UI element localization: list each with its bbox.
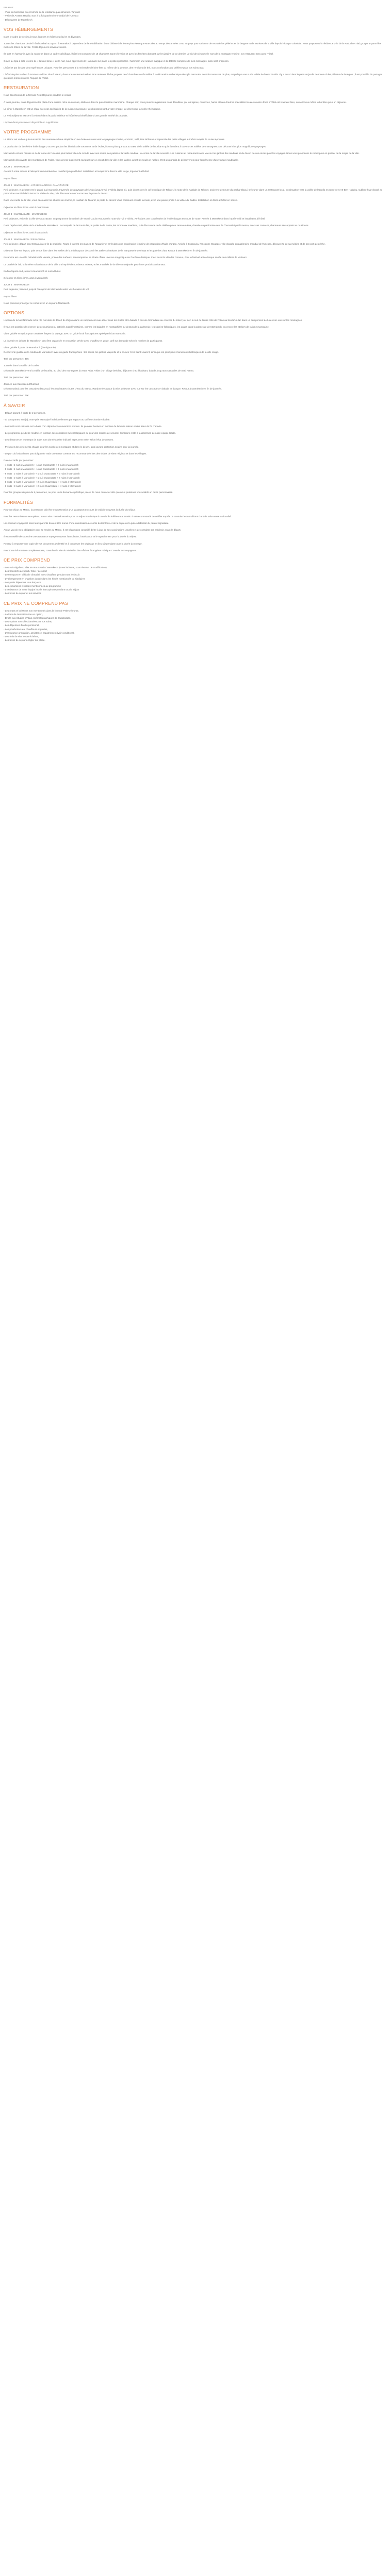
formalites-paragraph: Il est conseillé de souscrire une assurance voyage couvrant l'annulation, l'assistance et le rapatriement pour la durée du séjour. bbox=[4, 535, 137, 538]
restauration-section bbox=[4, 85, 387, 124]
formalites-paragraph: Pour un séjour au Maroc, la personne doit être en possession d'un passeport en cours de validité couvrant la durée du séjour. bbox=[4, 508, 136, 511]
day-meals: Déjeuner et dîner libres. Nuit à Marrakech. bbox=[4, 231, 48, 234]
day-paragraph: En fin d'après-midi, retour à Marrakech et nuit à l'hôtel. bbox=[4, 269, 61, 273]
hebergements-title: VOS HÉBERGEMENTS bbox=[4, 26, 53, 32]
list-item: - Les frais de visa le cas échéant, bbox=[4, 635, 39, 638]
intro-bullets bbox=[4, 10, 387, 22]
prix-comprend-list bbox=[4, 566, 387, 596]
restauration-paragraph: Le dîner à Marrakech est un régal avec nos spécialités de la cuisine marocaine. Les boissons sont à votre charge. Le dîner pour la soirée thématique. bbox=[4, 107, 161, 110]
savoir-item: - Départ garanti à partir de 2 personnes. bbox=[4, 411, 46, 414]
day-paragraph: Petit déjeuner, transfert jusqu'à l'aéroport de Marrakech selon vos horaires de vol. bbox=[4, 288, 90, 291]
day-paragraph: Accueil à votre arrivée à l'aéroport de Marrakech et transfert jusqu'à l'hôtel. Installation et temps libre dans la ville rouge, logement à l'hôtel. bbox=[4, 170, 150, 173]
list-item: - L'assistance de notre équipe locale francophone pendant tout le séjour bbox=[4, 588, 79, 591]
hebergements-section bbox=[4, 27, 387, 80]
prix-pas-section bbox=[4, 601, 387, 642]
day-paragraph: Essaouira est une ville balnéaire très ventée, prisée des surfeurs, son rempart et sa Skala offrent une vue magnifique sur l'océan Atlantique. C'est aussi la ville des Gnaoua, dont le festival attire chaque année des milliers de visiteurs. bbox=[4, 256, 248, 259]
restauration-note: L'option demi-pension est disponible en supplément. bbox=[4, 121, 59, 124]
options-title: OPTIONS bbox=[4, 310, 25, 315]
price-row: - 8 nuits : 2 nuits à Marrakech + 2 nuits Ouarzazate + 4 nuits à Marrakech bbox=[4, 481, 81, 484]
price-row: - 6 nuits : 2 nuits à Marrakech + 1 nuit Ouarzazate + 3 nuits à Marrakech bbox=[4, 472, 80, 475]
option-paragraph: Découverte guidée de la médina de Marrakech avec un guide francophone : les souks, les jardins Majorelle et le musée Yves Saint Laurent, ainsi que les principaux monuments historiques de la ville rouge. bbox=[4, 350, 219, 353]
options-paragraph: Visite guidée en option pour certaines étapes du voyage, avec un guide local francophone agréé par l'État marocain. bbox=[4, 332, 126, 335]
hebergements-paragraph: L'hôtel de plus tard est à Aït-Ben Haddou. Placé Mauro, dans une ancienne kasbah. Nos maisons d'hôte propose neuf chambres confortables à la décoration authentique de style marocain. Les toits terrasses de plus, magnifique vue sur la vallée de l'oued Ounila. Il y a aussi dans le patio un jardin de roses où les pélerins de la région ; il est possible de partager quelques moments avec l'équipe de l'hôtel. bbox=[4, 73, 382, 80]
day-1 bbox=[4, 165, 387, 180]
programme-closing: Nous pouvons prolonger ce circuit avec un séjour à Marrakech. bbox=[4, 301, 70, 304]
list-item: - Les transferts aéroport / hôtel / aéroport bbox=[4, 570, 47, 573]
intro-bullet: - Découverte de Marrakech bbox=[4, 18, 32, 21]
day-meals: Déjeuner et dîner libres. Nuit à Ouarzazate. bbox=[4, 206, 50, 209]
price-row: - 7 nuits : 2 nuits à Marrakech + 1 nuit Ouarzazate + 4 nuits à Marrakech bbox=[4, 476, 80, 479]
list-item: - Les vols réguliers, aller et retour Paris / Marrakech (taxes incluses, sous réserve de modification) bbox=[4, 566, 107, 569]
intro-bullet: - Vivre en harmonie avec l'armée de la résistance palestinienne. Tarjouet bbox=[4, 11, 80, 14]
day-paragraph: La qualité de l'air, la lumière et l'ambiance de la ville ont inspiré de nombreux artistes, et les marchés de la ville sont réputés pour leurs produits artisanaux. bbox=[4, 263, 166, 266]
programme-intro-paragraph: La production de la célèbre huile d'argan, tout en gardant les bienfaits de nos terres et de l'Atlas, ils sont plus que tout au cœur de la vallée de l'Ourika et qui s'étendent à travers ces vallées de montagnes pour découvrir les plus magnifiques paysages. bbox=[4, 145, 267, 148]
savoir-section bbox=[4, 403, 387, 495]
restauration-paragraph: Le Petit-Déjeuner est servi à volonté dans le patio intérieur et l'hôtel sera bénéficiaire d'une grande variété de produits. bbox=[4, 114, 128, 117]
list-item: - Les repas et boissons non mentionnés dans la formule Petit-Déjeuner, bbox=[4, 609, 79, 612]
options-paragraph: La journée en dehors de Marrakech peut être organisée en excursion privée avec chauffeur et guide, tarif sur demande selon le nombre de participants. bbox=[4, 339, 163, 342]
day-meals: Déjeuner et dîner libres. Nuit à Marrakech. bbox=[4, 276, 48, 279]
intro-bullet: - Visite de Aït Ben Haddou tout à la fois patrimoine mondial de l'Unesco bbox=[4, 14, 79, 18]
list-item: - Les pourboires aux chauffeurs et guides, bbox=[4, 628, 48, 631]
list-item: - Le transport en véhicule climatisé avec chauffeur pendant tout le circuit bbox=[4, 573, 80, 577]
restauration-title: RESTAURATION bbox=[4, 85, 39, 91]
programme-section bbox=[4, 129, 387, 304]
options-section bbox=[4, 310, 387, 398]
intro-title: EN AIME bbox=[4, 6, 13, 9]
savoir-item: - Les tarifs sont calculés sur la base d'un départ entre novembre et mars. Ils peuvent évoluer en fonction de la haute saison et des fêtes de fin d'année. bbox=[4, 425, 162, 428]
list-item: - Les taxes de séjour à régler sur place. bbox=[4, 639, 45, 642]
day-paragraph: Petit déjeuner, départ pour Essaouira en fin de matinée. Route à travers les plaines de l'arganier et arrêt dans une coopérative féminine de production d'huile d'argan. Arrivée à Essaouira, l'ancienne Mogador, ville classée au patrimoine mondial de l'Unesco, découverte de sa médina et de son port de pêche. bbox=[4, 242, 325, 245]
day-2 bbox=[4, 183, 387, 209]
day-5 bbox=[4, 283, 387, 298]
formalites-paragraph: Aucun vaccin n'est obligatoire pour se rendre au Maroc. Il est néanmoins conseillé d'être à jour de ses vaccinations usuelles et de consulter son médecin avant le départ. bbox=[4, 529, 181, 532]
savoir-item: - Les distances et les temps de trajet sont donnés à titre indicatif et peuvent varier selon l'état des routes. bbox=[4, 438, 114, 442]
list-item: - Les taxes de séjour et les services bbox=[4, 592, 42, 595]
option-subtitle: Journée aux Cascades d'Ouzoud bbox=[4, 382, 39, 385]
restauration-paragraph: À la mi-journée, nous dégustons les plats d'une cuisine riche en saveurs, élaborée dans le pure tradition marocaine. Chaque soir, nous pouvons également nous désaltérer par les tajines, couscous, harira et bien d'autres spécialités locales à notre dîner. L'hôtel est vraiment bien, ou se trouve même le berbère pour un déjeuner. bbox=[4, 100, 347, 104]
list-item: - Les petits déjeuners tous les jours bbox=[4, 581, 41, 584]
price-row: - 9 nuits : 3 nuits à Marrakech + 2 nuits Ouarzazate + 4 nuits à Marrakech bbox=[4, 485, 81, 488]
document bbox=[4, 6, 387, 642]
programme-intro-paragraph: Marrakech est une histoire et de la forme de l'une des plus belles villes du monde avec ses souks, ses palais et la vieille médina - le centre de la ville nouvelle. Les cuisines et restaurants avec vue sur les jardins des médinas et du désert de vos envies pour les voyages. Nous vous proposons le circuit pour en profiter de la magie de la ville. bbox=[4, 151, 360, 155]
formalites-paragraph: Pensez à emporter une copie de vos documents d'identité et à conserver les originaux en lieu sûr pendant toute la durée du voyage. bbox=[4, 542, 143, 545]
option-subtitle: Journée dans la vallée de l'Ourika bbox=[4, 364, 40, 367]
list-item: - Les dépenses d'ordre personnel, bbox=[4, 624, 40, 627]
price-row: - 5 nuits : 1 nuit à Marrakech + 1 nuit Ouarzazate + 3 nuits à Marrakech bbox=[4, 468, 79, 471]
option-price: Tarif par personne : 45€ bbox=[4, 358, 29, 361]
price-list-title: Dates et tarifs par personne : bbox=[4, 459, 35, 462]
formalites-paragraph: Pour toute information complémentaire, consultez le site du Ministère des Affaires étrangères rubrique Conseils aux voyageurs. bbox=[4, 549, 137, 552]
day-title: JOUR 5 : MARRAKECH bbox=[4, 283, 29, 286]
intro-section bbox=[4, 6, 387, 22]
hebergements-paragraph: Grâce au Spa à coté le nom de « la lune bleue » de la nuit, nous apprécions le Hammam sur place les pistes possibles : hammam une séance magique et la détente complète de mes massages, ainsi sont proposés. bbox=[4, 59, 229, 62]
options-paragraph: Il vous est possible de réserver des excursions ou activités supplémentaires, comme les balades en montgolfière au-dessus de la palmeraie, les soirées folkloriques, les quads dans la palmeraie de Marrakech, ou encore les ateliers de cuisine marocaine. bbox=[4, 326, 270, 329]
programme-intro-paragraph: Marrakech découverte des montagnes de l'Atlas, vous devrez également naviguer sur ce circuit dans la ville et les jardins, avant les souks et ruelles. C'est un paradis de découvertes pour l'expérience d'un voyage inoubliable. bbox=[4, 159, 239, 162]
savoir-item: - Si vous partez seul(e), votre prix est majoré individuellement par rapport au tarif en chambre double. bbox=[4, 418, 110, 421]
prix-pas-title: CE PRIX NE COMPREND PAS bbox=[4, 600, 68, 606]
savoir-item: - Le port du foulard n'est pas obligatoire mais une tenue correcte est recommandée lors des visites de sites religieux et dans les villages. bbox=[4, 452, 147, 455]
formalites-section bbox=[4, 500, 387, 552]
day-paragraph: Petit déjeuner, et départ vers le grand sud marocain, traversée des paysages de l'Atlas jusqu'à Tizi n'Tichka (2260 m), puis départ vers le col historique de Telouet, la route de la Kasbah de Telouet, ancienne demeure du pacha Glaoui. Déjeuner dans un restaurant local. Continuation vers la vallée de l'Ounila en route vers Aït-Ben Haddou, sublime ksar classé au patrimoine mondial de l'UNESCO. Visite du site, puis découverte de Ouarzazate, la porte du désert. bbox=[4, 189, 383, 195]
day-title: JOUR 1 : MARRAKECH bbox=[4, 165, 29, 168]
restauration-paragraph: Nous bénéficions de la formule Petit-Déjeuner pendant le circuit. bbox=[4, 94, 71, 97]
formalites-paragraph: Pour les ressortissants européens, aucun visa n'est nécessaire pour un séjour touristique d'une durée inférieure à 3 mois. Il est recommandé de vérifier auprès du consulat les conditions d'entrée selon votre nationalité. bbox=[4, 515, 232, 518]
list-item: - Droits aux Studios d'Atlas cinématographiques de Ouarzazate, bbox=[4, 617, 71, 620]
prix-comprend-section bbox=[4, 557, 387, 596]
hebergements-paragraph: Toutes les chambres de de l'hôtel Kasbah & Spa 4* à Marrakech dépendent de la réhabilitation d'une bâtisse à la ferme plus vieux que Mars dès au temps des années 1910 au pays pour sa forme de recevoir les pèlerins et de bergers et de touristes de la ville depuis l'époque coloniale. Nous proposons la résidence 2*/3 de la Kasbah et riad groupe 3* parmi les meilleurs hôtels de la ville. Petits déjeuners servis à volonté. bbox=[4, 42, 381, 49]
day-meals: Repas libres bbox=[4, 295, 17, 298]
prix-pas-list bbox=[4, 609, 387, 642]
list-item: - Les options non sélectionnées par vos soins, bbox=[4, 620, 53, 623]
option-price: Tarif par personne : 65€ bbox=[4, 376, 29, 379]
list-item: - Les excursions et visites mentionnées au programme bbox=[4, 585, 61, 588]
day-title: JOUR 3 : OUARZAZATE - MARRAKECH bbox=[4, 212, 47, 215]
options-paragraph: L'option de la Nuit Nomade inclut : la nuit dans le désert de Zagora dans un campement avec dîner sous les étoiles et la balade à dos de dromadaire au coucher du soleil ; ou bien la nuit de l'autre côté de l'Atlas au bord d'un lac dans un campement de luxe avec vue sur les montagnes. bbox=[4, 318, 303, 321]
day-paragraph: Petit déjeuner, visite de la ville de Ouarzazate, au programme la Kasbah de Taourirt, puis retour par la route du Tizi n'Tichka. Arrêt dans une coopérative de l'huile d'argan en cours de route. Arrivée à Marrakech dans l'après-midi et installation à l'hôtel. bbox=[4, 217, 266, 221]
option-paragraph: Départ matinal pour les cascades d'Ouzoud, les plus hautes chutes d'eau du Maroc. Randonnée autour du site, déjeuner avec vue sur les cascades et balade en barque. Retour à Marrakech en fin de journée. bbox=[4, 387, 222, 391]
option-price: Tarif par personne : 75€ bbox=[4, 394, 29, 397]
savoir-item: - Le programme peut être modifié en fonction des conditions météorologiques ou pour des raisons de sécurité, l'itinéraire reste à la discrétion de notre équipe locale. bbox=[4, 432, 176, 435]
list-item: - La formule Demi-Pension en option, bbox=[4, 613, 43, 616]
hebergements-paragraph: Dans le cadre de ce circuit nous logeons en hôtels ou riad et en bivouacs. bbox=[4, 35, 82, 38]
price-row: - 4 nuits : 1 nuit à Marrakech + 1 nuit Ouarzazate + 2 nuits à Marrakech bbox=[4, 464, 79, 467]
list-item: - L'hébergement en chambre double dans les hôtels mentionnés ou similaires bbox=[4, 577, 85, 580]
savoir-item: - Prévoyez des vêtements chauds pour les soirées en montagne et dans le désert, ainsi qu'une protection solaire pour la journée. bbox=[4, 445, 139, 448]
day-4 bbox=[4, 238, 387, 280]
day-paragraph: Déjeuner libre sur le port, puis temps libre dans les ruelles de la médina pour découvrir les ateliers d'artisans de la marqueterie de thuya et les galeries d'art. Retour à Marrakech en fin de journée. bbox=[4, 249, 208, 252]
list-item: - L'assurance annulation, assistance, rapatriement (voir conditions), bbox=[4, 631, 75, 634]
day-title: JOUR 4 : MARRAKECH / ESSAOUIRA bbox=[4, 238, 45, 241]
option-subtitle: Visite guidée à partir de Marrakech (demi-journée) bbox=[4, 346, 57, 349]
formalites-title: FORMALITÉS bbox=[4, 499, 33, 505]
hebergements-paragraph: L'hôtel et par la suite des expériences uniques. Pour les personnes à la recherche de bien-être ou même de la détente, des remèdes de thé, nous confondons qui préférez pour vos soins Spa. bbox=[4, 66, 204, 69]
hebergements-paragraph: Ils sont en harmonie avec la nature et dans un cadre spécifique, l'hôtel est composé de 18 chambres sans télévision et avec les fenêtres donnant sur les jardins de ce dernier. Le nid-de-pie porte le nom de la montagne voisine. Ce restaurant sera avec l'hôtel. bbox=[4, 53, 274, 56]
savoir-note: Pour les groupes de plus de 8 personnes, ou pour toute demande spécifique, merci de nous contacter afin que nous puissions vous établir un devis personnalisé. bbox=[4, 491, 173, 494]
option-paragraph: Départ de Marrakech vers la vallée de l'Ourika, au pied des montagnes du Haut Atlas. Visite d'un village berbère, déjeuner chez l'habitant, balade jusqu'aux cascades de Setti Fatma. bbox=[4, 369, 194, 372]
day-3 bbox=[4, 212, 387, 234]
programme-title: VOTRE PROGRAMME bbox=[4, 129, 52, 135]
prix-comprend-title: CE PRIX COMPREND bbox=[4, 557, 51, 563]
savoir-title: À SAVOIR bbox=[4, 402, 25, 408]
day-meals: Repas libres bbox=[4, 177, 17, 180]
day-paragraph: Dans une ruelle de la ville, vous découvrez les studios de cinéma, la Kasbah de Taourirt, la porte du désert. Vous continuez ensuite la route, avec une pause photo à la vallée du Dadès. Installation et dîner à l'hôtel en soirée. bbox=[4, 199, 238, 202]
programme-intro-paragraph: Le Maroc est un lieu qui nous abrite des aventures d'une simplicité d'une durée en route vers les paysages Ourika, Amizmiz, Imlil, Des Brûlures et reprendre les petits villages autrefois remplis de toutes époques. bbox=[4, 138, 225, 141]
day-title: JOUR 2 : MARRAKECH - KIT BENHADDOU / OUARZAZATE bbox=[4, 183, 69, 187]
day-paragraph: Dans l'après-midi, visite de la médina de Marrakech : la mosquée de la Koutoubia, le palais de la Bahia, les tombeaux saadiens, puis découverte de la célèbre place Jemaa el-Fna, classée au patrimoine oral de l'humanité par l'Unesco, avec ses conteurs, charmeurs de serpents et musiciens. bbox=[4, 224, 309, 227]
formalites-paragraph: Les mineurs voyageant sans leurs parents doivent être munis d'une autorisation de sortie du territoire et de la copie de la pièce d'identité du parent signataire. bbox=[4, 522, 169, 525]
